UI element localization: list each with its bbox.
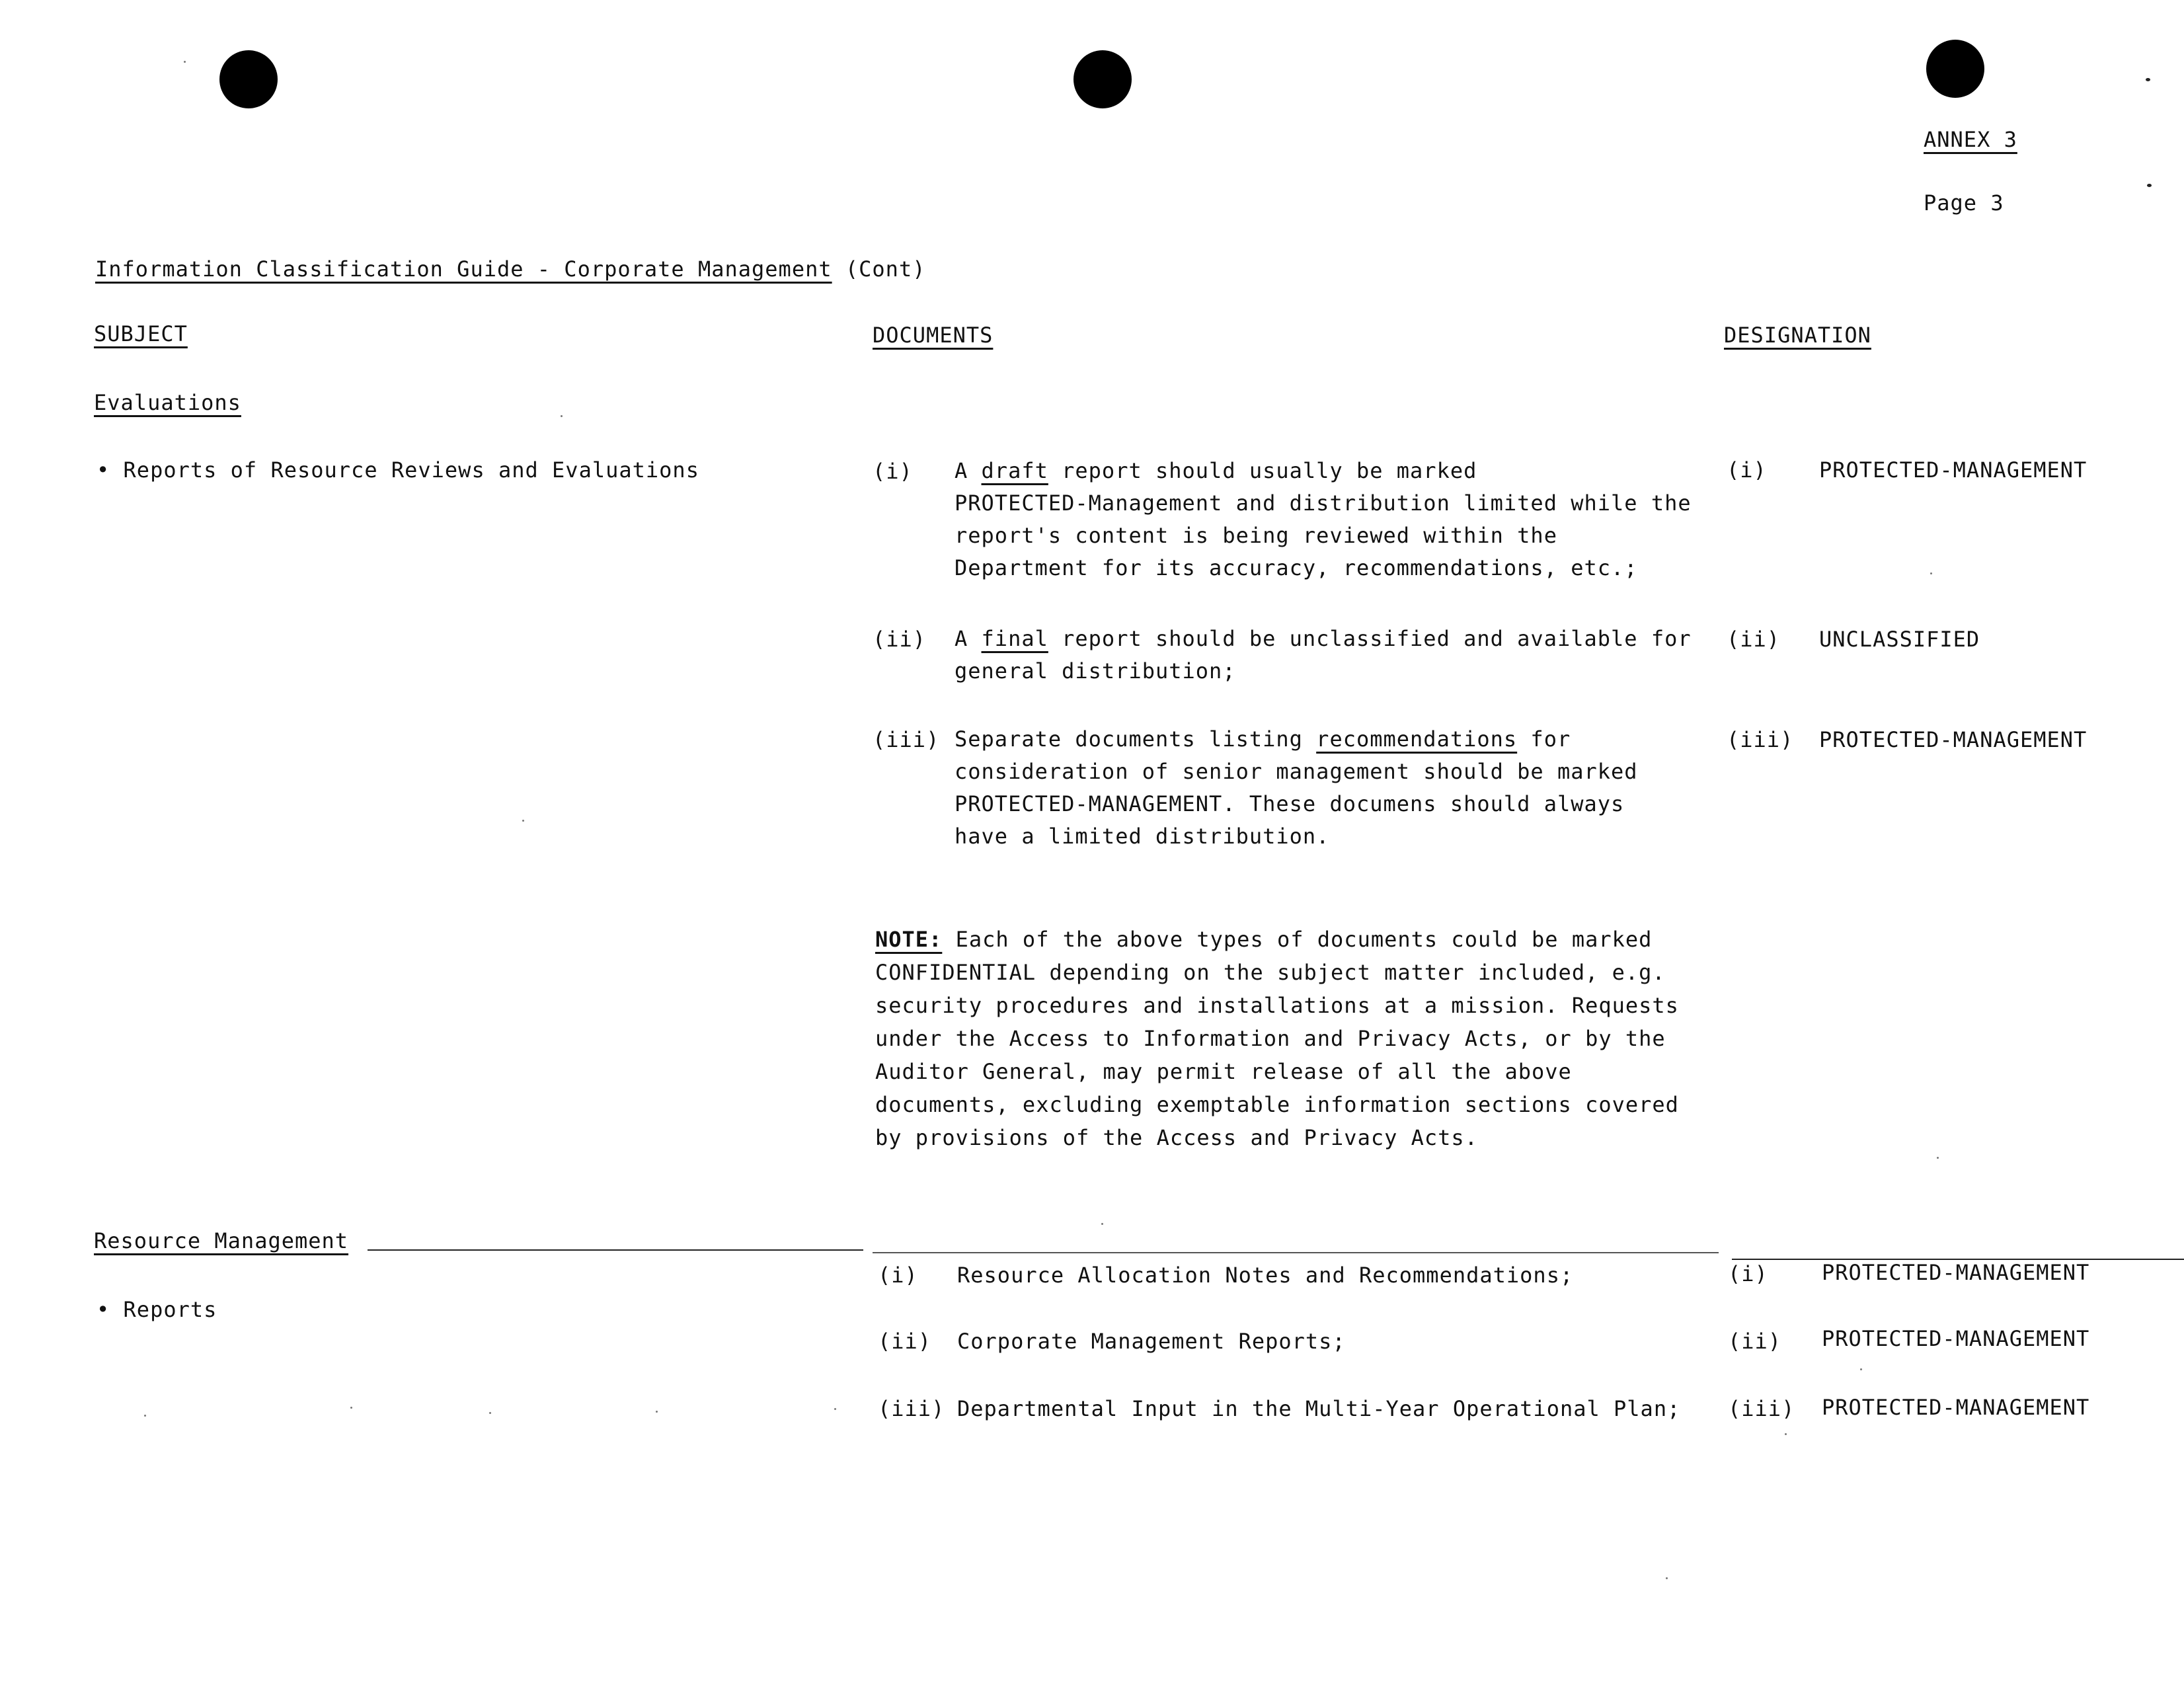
designation-value: PROTECTED-MANAGEMENT xyxy=(1819,727,2087,752)
designation-number: (ii) xyxy=(1727,627,1781,652)
doc-item-line: have a limited distribution. xyxy=(955,824,1330,849)
doc-item-number: (iii) xyxy=(878,1396,945,1421)
doc-item-number: (i) xyxy=(873,459,913,484)
scan-speck xyxy=(489,1412,491,1414)
subject-item-resource-management xyxy=(97,1293,217,1326)
column-header-documents: DOCUMENTS xyxy=(873,323,994,348)
doc-item-line: consideration of senior management should be marked xyxy=(955,759,1638,784)
scan-speck xyxy=(184,61,186,63)
designation-value: UNCLASSIFIED xyxy=(1819,627,1980,652)
punch-hole-center xyxy=(1073,50,1132,108)
designation-value: PROTECTED-MANAGEMENT xyxy=(1822,1260,2090,1285)
note-line: Auditor General, may permit release of all the above xyxy=(875,1059,1572,1084)
note-line: CONFIDENTIAL depending on the subject matter included, e.g. xyxy=(875,960,1666,985)
scan-speck xyxy=(1937,1157,1939,1159)
doc-item-text xyxy=(955,723,1638,853)
column-header-subject: SUBJECT xyxy=(94,321,188,346)
designation-value: PROTECTED-MANAGEMENT xyxy=(1819,457,2087,483)
note-label: NOTE: xyxy=(875,927,943,952)
scan-speck xyxy=(1101,1223,1103,1225)
section-heading-resource-management: Resource Management xyxy=(94,1228,349,1253)
doc-item-number: (iii) xyxy=(873,727,940,752)
subject-item-label: Reports xyxy=(123,1297,217,1322)
scan-speck xyxy=(1785,1433,1787,1435)
scan-mark xyxy=(2147,184,2152,187)
subject-item-evaluations xyxy=(97,453,699,487)
doc-item-text: Resource Allocation Notes and Recommendations; xyxy=(957,1263,1574,1288)
doc-item-text: Departmental Input in the Multi-Year Operational Plan; xyxy=(957,1396,1681,1421)
punch-hole-left xyxy=(219,50,278,108)
scan-speck xyxy=(656,1411,658,1413)
scan-speck xyxy=(1860,1368,1862,1370)
scan-mark xyxy=(2146,78,2150,81)
designation-number: (i) xyxy=(1728,1261,1768,1286)
document-title-main: Information Classification Guide - Corporate Management xyxy=(95,256,832,282)
scan-speck xyxy=(561,415,563,417)
note-line: documents, excluding exemptable information sections covered xyxy=(875,1092,1679,1117)
column-header-designation: DESIGNATION xyxy=(1724,323,1871,348)
doc-item-line: PROTECTED-Management and distribution limited while the xyxy=(955,490,1692,516)
doc-item-number: (ii) xyxy=(878,1329,932,1354)
designation-value: PROTECTED-MANAGEMENT xyxy=(1822,1326,2090,1351)
doc-item-line: PROTECTED-MANAGEMENT. These documens should always xyxy=(955,791,1625,816)
divider-line xyxy=(873,1252,1719,1253)
punch-hole-right xyxy=(1926,40,1984,98)
bullet: • xyxy=(97,1297,124,1322)
doc-item-number: (i) xyxy=(878,1263,918,1288)
designation-number: (iii) xyxy=(1728,1396,1795,1421)
annex-label: ANNEX 3 xyxy=(1924,127,2017,152)
note-line: by provisions of the Access and Privacy Acts. xyxy=(875,1125,1478,1150)
doc-item-line: Separate documents listing recommendations for xyxy=(955,726,1571,752)
doc-item-line: general distribution; xyxy=(955,658,1236,684)
doc-item-line: Department for its accuracy, recommendations, etc.; xyxy=(955,555,1638,580)
scan-speck xyxy=(522,820,524,822)
note-line: security procedures and installations at a mission. Requests xyxy=(875,993,1679,1018)
scan-speck xyxy=(350,1407,352,1409)
page-number: Page 3 xyxy=(1924,190,2004,216)
doc-item-line: A final report should be unclassified and available for xyxy=(955,626,1692,651)
designation-number: (iii) xyxy=(1727,727,1794,752)
note-line: under the Access to Information and Privacy Acts, or by the xyxy=(875,1026,1666,1051)
scan-speck xyxy=(834,1408,836,1410)
designation-number: (ii) xyxy=(1728,1329,1782,1354)
subject-item-label: Reports of Resource Reviews and Evaluations xyxy=(123,457,699,483)
doc-item-number: (ii) xyxy=(873,627,927,652)
note-block xyxy=(875,923,1679,1154)
scan-speck xyxy=(1666,1577,1668,1579)
designation-value: PROTECTED-MANAGEMENT xyxy=(1822,1395,2090,1420)
doc-item-line: A draft report should usually be marked xyxy=(955,458,1477,483)
bullet: • xyxy=(97,457,124,483)
doc-item-text: Corporate Management Reports; xyxy=(957,1329,1346,1354)
scan-speck xyxy=(144,1415,146,1417)
doc-item-line: report's content is being reviewed within the xyxy=(955,523,1557,548)
document-title xyxy=(95,253,925,286)
doc-item-text xyxy=(955,623,1692,687)
scan-speck xyxy=(1930,572,1932,574)
designation-number: (i) xyxy=(1727,457,1767,483)
doc-item-text xyxy=(955,455,1692,584)
document-title-suffix: (Cont) xyxy=(845,256,926,282)
divider-line xyxy=(368,1249,863,1251)
section-heading-evaluations: Evaluations xyxy=(94,390,241,415)
note-line: NOTE: Each of the above types of documents could be marked xyxy=(875,927,1653,952)
